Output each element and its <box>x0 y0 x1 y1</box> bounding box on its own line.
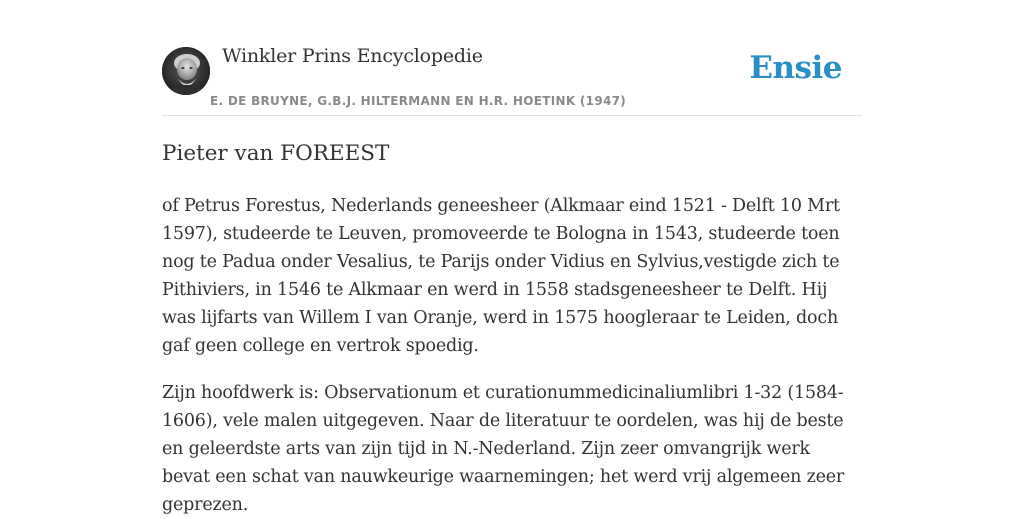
article-container <box>162 0 862 515</box>
entry-paragraph: Zijn hoofdwerk is: Observationum et curationummedicinaliumlibri 1-32 (1584-1606), vele malen uitgegeven. Naar de literatuur te oordelen, was hij de beste en geleerdste arts van zijn tijd in N.-Nederland. Zijn zeer omvangrijk werk bevat een schat van nauwkeurige waarnemingen; het werd vrij algemeen zeer geprezen. <box>162 383 845 515</box>
entry-title: Pieter van FOREEST <box>162 141 390 166</box>
ensie-logo-link[interactable]: Ensie <box>749 50 842 86</box>
entry-paragraph: of Petrus Forestus, Nederlands geneesheer (Alkmaar eind 1521 - Delft 10 Mrt 1597), studeerde te Leuven, promoveerde te Bologna in 1543, studeerde toen nog te Padua onder Vesalius, te Parijs onder Vidius en Sylvius,vestigde zich te Pithiviers, in 1546 te Alkmaar en werd in 1558 stadsgeneesheer te Delft. Hij was lijfarts van Willem I van Oranje, werd in 1575 hoogleraar te Leiden, doch gaf geen college en vertrok spoedig. <box>162 196 840 356</box>
source-header <box>162 0 862 116</box>
source-avatar[interactable] <box>162 47 210 95</box>
portrait-image <box>162 47 210 95</box>
source-title[interactable]: Winkler Prins Encyclopedie <box>222 45 483 67</box>
source-authors: E. DE BRUYNE, G.B.J. HILTERMANN EN H.R. HOETINK (1947) <box>210 94 627 108</box>
